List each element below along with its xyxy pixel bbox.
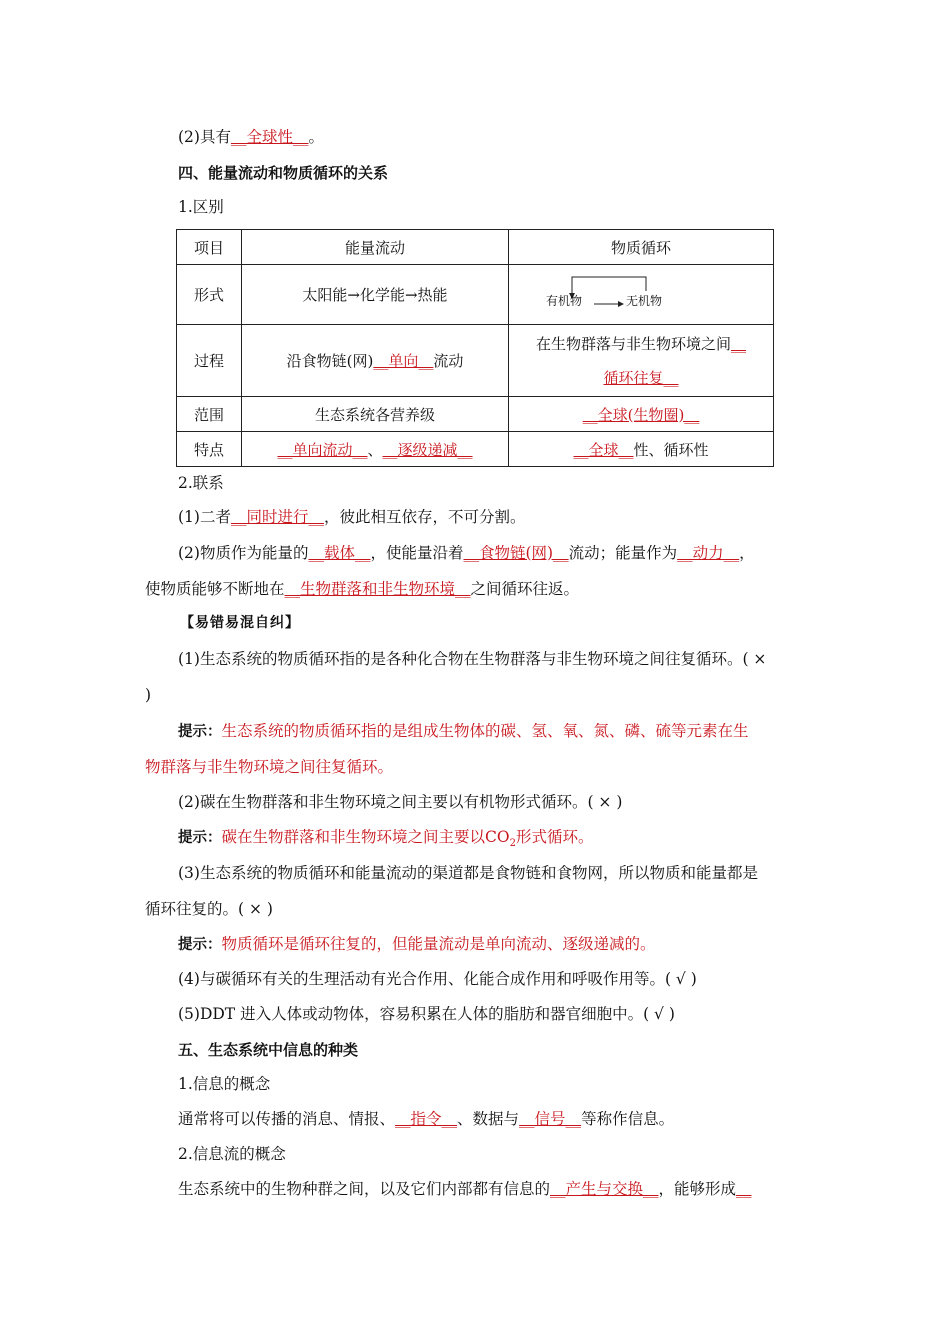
link2-p5: 使物质能够不断地在: [145, 580, 285, 598]
process-matter-prefix: 在生物群落与非生物环境之间: [535, 334, 731, 353]
feature-matter-suffix: 性、循环性: [633, 440, 709, 459]
matter-cycle-diagram: [546, 273, 736, 313]
table-row-form: [177, 265, 774, 325]
energy-matter-table: [176, 229, 774, 467]
error-q4: (4)与碳循环有关的生理活动有光合作用、化能合成作用和呼吸作用等。( √ ): [178, 970, 697, 988]
range-label: 范围: [177, 397, 242, 432]
process-energy-prefix: 沿食物链(网): [286, 352, 374, 370]
header-item: 项目: [177, 230, 242, 265]
link2-p4: ，: [739, 544, 755, 562]
link2-answer-3: __动力__: [677, 544, 740, 562]
process-matter-trail: __: [731, 334, 746, 353]
header-matter: 物质循环: [509, 230, 774, 265]
range-matter: [509, 397, 774, 432]
process-energy-answer: __单向__: [373, 352, 434, 370]
feature-energy-answer-1: __单向流动__: [277, 440, 368, 459]
feature-label: 特点: [177, 432, 242, 467]
link-2-cont: [145, 578, 579, 600]
feature-energy-sep: 、: [367, 440, 383, 459]
hint2-sub: 2: [509, 838, 516, 850]
hint3-text: 物质循环是循环往复的，但能量流动是单向流动、逐级递减的。: [221, 935, 656, 953]
flow-answer-2: __: [736, 1180, 752, 1198]
link2-answer-1: __载体__: [308, 544, 371, 562]
process-matter: [509, 325, 774, 397]
form-energy: 太阳能→化学能→热能: [242, 265, 509, 325]
info-p1: 通常将可以传播的消息、情报、: [178, 1110, 396, 1128]
feature-matter-answer: __全球__: [573, 440, 634, 459]
table-row-feature: [177, 432, 774, 467]
flow-p1: 生态系统中的生物种群之间，以及它们内部都有信息的: [178, 1180, 551, 1198]
section5-title: 五、生态系统中信息的种类: [178, 1041, 359, 1059]
error-hint3: [178, 933, 656, 956]
header-energy: 能量流动: [242, 230, 509, 265]
error-q2: (2)碳在生物群落和非生物环境之间主要以有机物形式循环。( × ): [178, 793, 623, 811]
link1-answer: __同时进行__: [230, 508, 324, 526]
link2-p6: 之间循环往返。: [470, 580, 580, 598]
flow-p2: ，能够形成: [658, 1180, 737, 1198]
section5-sub1: 1.信息的概念: [178, 1075, 271, 1093]
feature-matter: [509, 432, 774, 467]
intro-suffix: 。: [308, 128, 324, 146]
error-q5: (5)DDT 进入人体或动物体，容易积累在人体的脂肪和器官细胞中。( √ ): [178, 1005, 675, 1023]
info-p3: 等称作信息。: [581, 1110, 675, 1128]
feature-energy-answer-2: __逐级递减__: [382, 440, 473, 459]
error-hint1: [178, 720, 749, 743]
flow-organic: 有机物: [546, 293, 583, 308]
table-header-row: [177, 230, 774, 265]
intro-prefix: (2)具有: [178, 128, 231, 146]
error-q3-cont: 循环往复的。( × ): [145, 900, 273, 918]
process-energy-suffix: 流动: [433, 352, 464, 370]
link2-answer-2: __食物链(网)__: [463, 544, 569, 562]
link2-answer-4: __生物群落和非生物环境__: [284, 580, 471, 598]
hint2-text-a: 碳在生物群落和非生物环境之间主要以CO: [221, 828, 510, 846]
section4-sub1: 1.区别: [178, 198, 224, 216]
info-answer-2: __信号__: [519, 1110, 582, 1128]
error-q3: (3)生态系统的物质循环和能量流动的渠道都是食物链和食物网，所以物质和能量都是: [178, 864, 758, 882]
error-q1-end: ): [145, 686, 152, 704]
intro-answer: __全球性__: [230, 128, 309, 146]
hint2-label: 提示：: [178, 830, 222, 846]
range-energy: 生态系统各营养级: [242, 397, 509, 432]
error-q1: (1)生态系统的物质循环指的是各种化合物在生物群落与非生物环境之间往复循环。( ×: [178, 650, 767, 668]
info-p2: 、数据与: [457, 1110, 520, 1128]
link1-prefix: (1)二者: [178, 508, 231, 526]
flow-answer-1: __产生与交换__: [550, 1180, 659, 1198]
info-answer-1: __指令__: [395, 1110, 458, 1128]
link1-suffix: ，彼此相互依存，不可分割。: [323, 508, 526, 526]
feature-energy: [242, 432, 509, 467]
form-label: 形式: [177, 265, 242, 325]
link2-p1: (2)物质作为能量的: [178, 544, 309, 562]
link-1: [178, 506, 526, 528]
process-energy: [242, 325, 509, 397]
flow-definition: [178, 1178, 752, 1200]
section4-sub2: 2.联系: [178, 474, 224, 492]
error-hint1-cont: 物群落与非生物环境之间往复循环。: [145, 758, 394, 776]
link2-p3: 流动；能量作为: [568, 544, 678, 562]
form-matter: [509, 265, 774, 325]
table-row-range: [177, 397, 774, 432]
hint3-label: 提示：: [178, 937, 222, 953]
hint1-label: 提示：: [178, 724, 222, 740]
intro-line: [178, 126, 324, 148]
errors-title: 【易错易混自纠】: [180, 615, 300, 631]
section4-title: 四、能量流动和物质循环的关系: [178, 164, 389, 182]
info-definition: [178, 1108, 674, 1130]
flow-inorganic: 无机物: [626, 293, 663, 308]
hint1-text: 生态系统的物质循环指的是组成生物体的碳、氢、氧、氮、磷、硫等元素在生: [221, 722, 749, 740]
error-hint2: [178, 826, 593, 855]
process-label: 过程: [177, 325, 242, 397]
section5-sub2: 2.信息流的概念: [178, 1145, 286, 1163]
process-matter-answer: 循环往复__: [603, 368, 679, 387]
link2-p2: ，使能量沿着: [370, 544, 464, 562]
link-2: [178, 542, 755, 564]
hint2-text-b: 形式循环。: [515, 828, 594, 846]
table-row-process: [177, 325, 774, 397]
range-matter-answer: __全球(生物圈)__: [582, 405, 700, 424]
